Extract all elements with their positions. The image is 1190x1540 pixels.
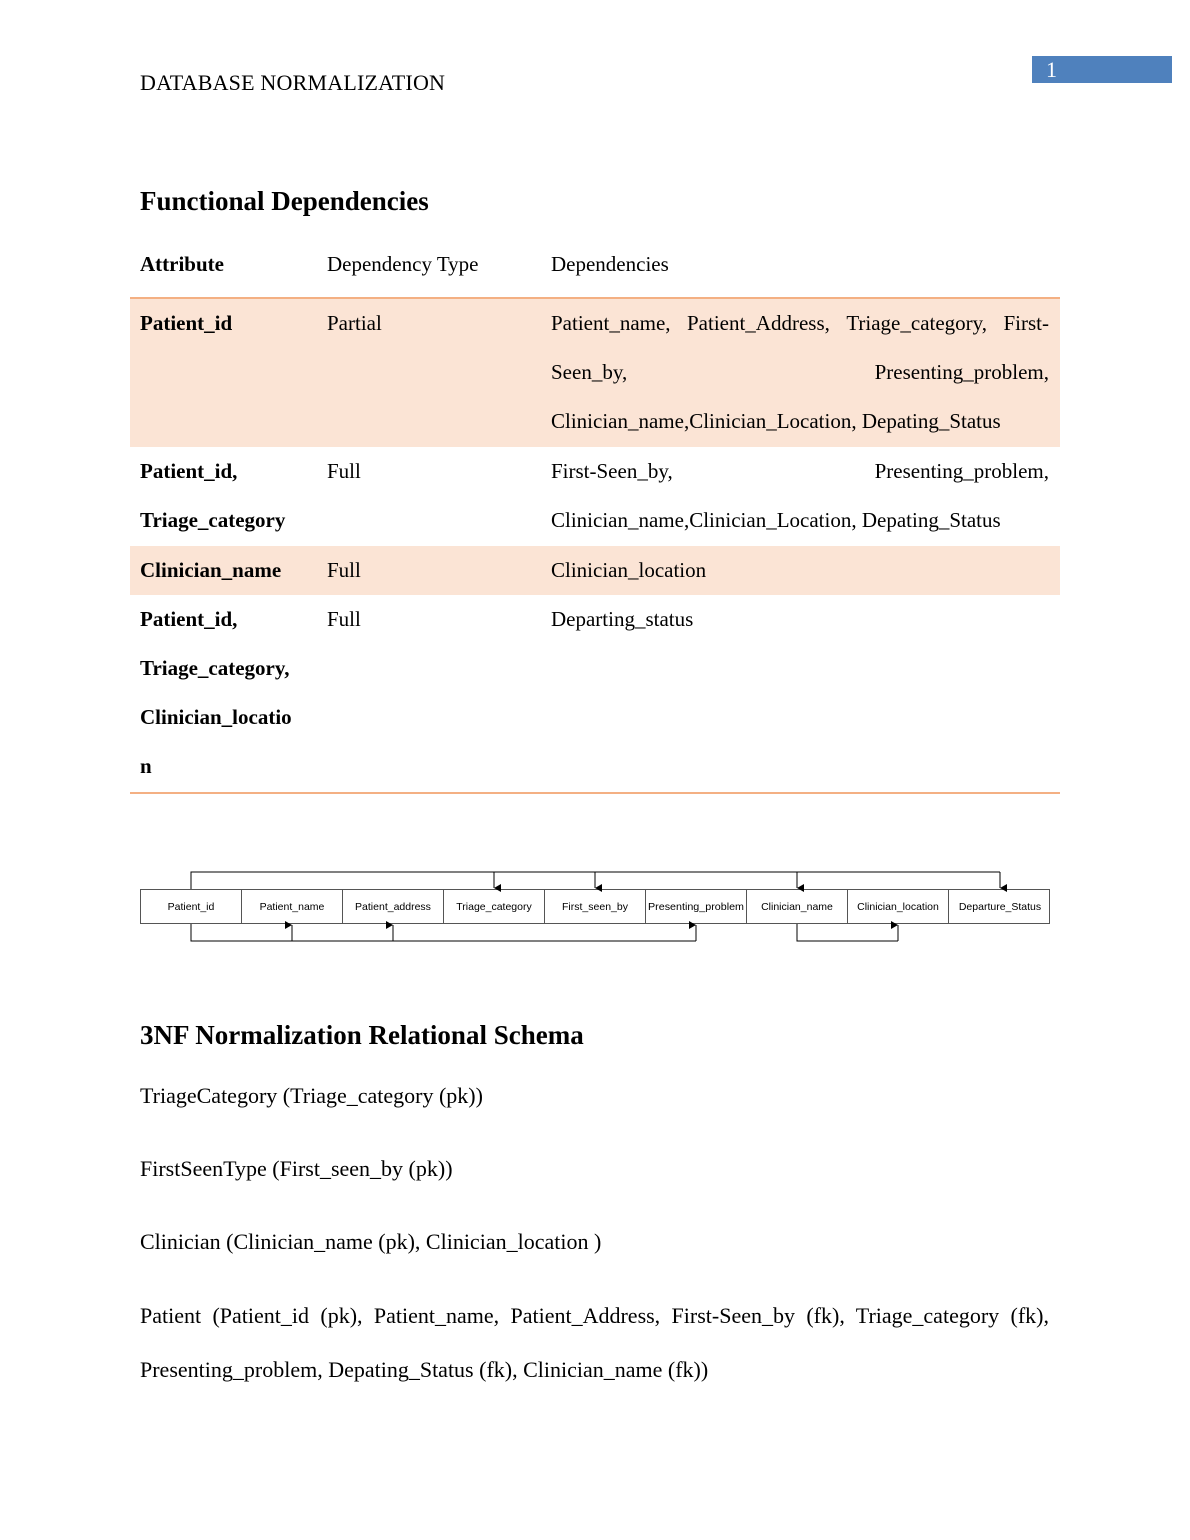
dependency-item: Clinician_name,Clinician_Location, Depating_Status: [551, 508, 1001, 532]
column-header-dependency-type: Dependency Type: [327, 252, 479, 276]
attribute-cell: [140, 595, 310, 791]
diagram-attribute-patient-name: Patient_name: [259, 901, 325, 913]
schema-relation-triage-category: TriageCategory (Triage_category (pk)): [140, 1083, 483, 1108]
dependency-item: Presenting_problem,: [874, 360, 1049, 384]
dependency-item: First-Seen_by,: [551, 459, 673, 483]
dependency-item: Patient_name,: [551, 311, 671, 335]
dependency-type-cell: Partial: [327, 311, 382, 335]
dependencies-cell: [551, 546, 1049, 595]
attribute-cell: [140, 447, 310, 545]
dependencies-line: [551, 546, 1049, 595]
attribute-line: Clinician_name: [140, 558, 282, 582]
dependencies-line: [551, 299, 1049, 348]
top-dependency-arrows: [191, 872, 1000, 889]
diagram-attribute-triage-category: Triage_category: [456, 901, 532, 913]
dependency-type-cell: Full: [327, 459, 361, 483]
dependency-item: Patient_Address,: [686, 311, 830, 335]
page-number: 1: [1032, 56, 1172, 83]
schema-relation-patient: Patient (Patient_id (pk), Patient_name, Patient_Address, First-Seen_by (fk), Triage_category (fk), Presenting_problem, Depating_Status (fk), Clinician_name (fk)): [140, 1303, 1049, 1382]
dependency-item: Triage_category,: [846, 311, 988, 335]
running-header: DATABASE NORMALIZATION: [140, 70, 446, 95]
schema-relation-clinician: Clinician (Clinician_name (pk), Clinician_location ): [140, 1229, 602, 1254]
dependency-item: Presenting_problem,: [874, 459, 1049, 483]
dependencies-line: [551, 447, 1049, 496]
diagram-attribute-clinician-location: Clinician_location: [857, 901, 939, 913]
column-header-attribute: Attribute: [140, 252, 224, 276]
section-heading-functional-dependencies: Functional Dependencies: [140, 186, 429, 216]
table-row: [130, 447, 1060, 546]
dependencies-line: [551, 348, 1049, 397]
diagram-attribute-clinician-name: Clinician_name: [761, 901, 833, 913]
dependencies-line: [551, 595, 1049, 644]
attribute-line: Patient_id,: [140, 459, 238, 483]
table-row: [130, 595, 1060, 794]
table-header-row: [130, 247, 1060, 297]
attribute-cell: [140, 299, 310, 348]
dependency-item: Departing_status: [551, 607, 694, 631]
dependencies-line: [551, 496, 1049, 545]
dependencies-cell: [551, 595, 1049, 644]
dependency-type-cell: Full: [327, 558, 361, 582]
dependency-line: [191, 924, 696, 941]
attribute-line: Clinician_locatio: [140, 705, 292, 729]
dependency-item: First-: [1003, 311, 1049, 335]
dependency-item: Seen_by,: [551, 360, 628, 384]
dependency-item: Clinician_name,Clinician_Location, Depating_Status: [551, 409, 1001, 433]
bottom-dependency-arrows: [191, 924, 898, 941]
attribute-line: n: [140, 754, 152, 778]
diagram-attribute-patient-id: Patient_id: [167, 901, 215, 913]
column-header-dependencies: Dependencies: [551, 252, 669, 276]
dependencies-cell: [551, 447, 1049, 545]
attribute-line: Patient_id: [140, 311, 233, 335]
diagram-attribute-presenting-problem: Presenting_problem: [648, 901, 745, 913]
dependencies-cell: [551, 299, 1049, 446]
attribute-cell: [140, 546, 310, 595]
attribute-line: Triage_category,: [140, 656, 290, 680]
dependencies-line: [551, 397, 1049, 446]
diagram-attribute-departure-status: Departure_Status: [958, 901, 1042, 913]
dependency-diagram: [140, 868, 1050, 946]
attribute-line: Triage_category: [140, 508, 286, 532]
attribute-line: Patient_id,: [140, 607, 238, 631]
functional-dependencies-table: [130, 247, 1060, 794]
schema-relation-first-seen-type: FirstSeenType (First_seen_by (pk)): [140, 1156, 453, 1181]
dependency-line: [797, 924, 898, 941]
table-row: [130, 546, 1060, 595]
diagram-attribute-first-seen-by: First_seen_by: [562, 901, 628, 913]
dependency-type-cell: Full: [327, 607, 361, 631]
dependency-item: Clinician_location: [551, 558, 707, 582]
section-heading-3nf-schema: 3NF Normalization Relational Schema: [140, 1020, 584, 1050]
table-row: [130, 297, 1060, 447]
diagram-attribute-patient-address: Patient_address: [355, 901, 431, 913]
